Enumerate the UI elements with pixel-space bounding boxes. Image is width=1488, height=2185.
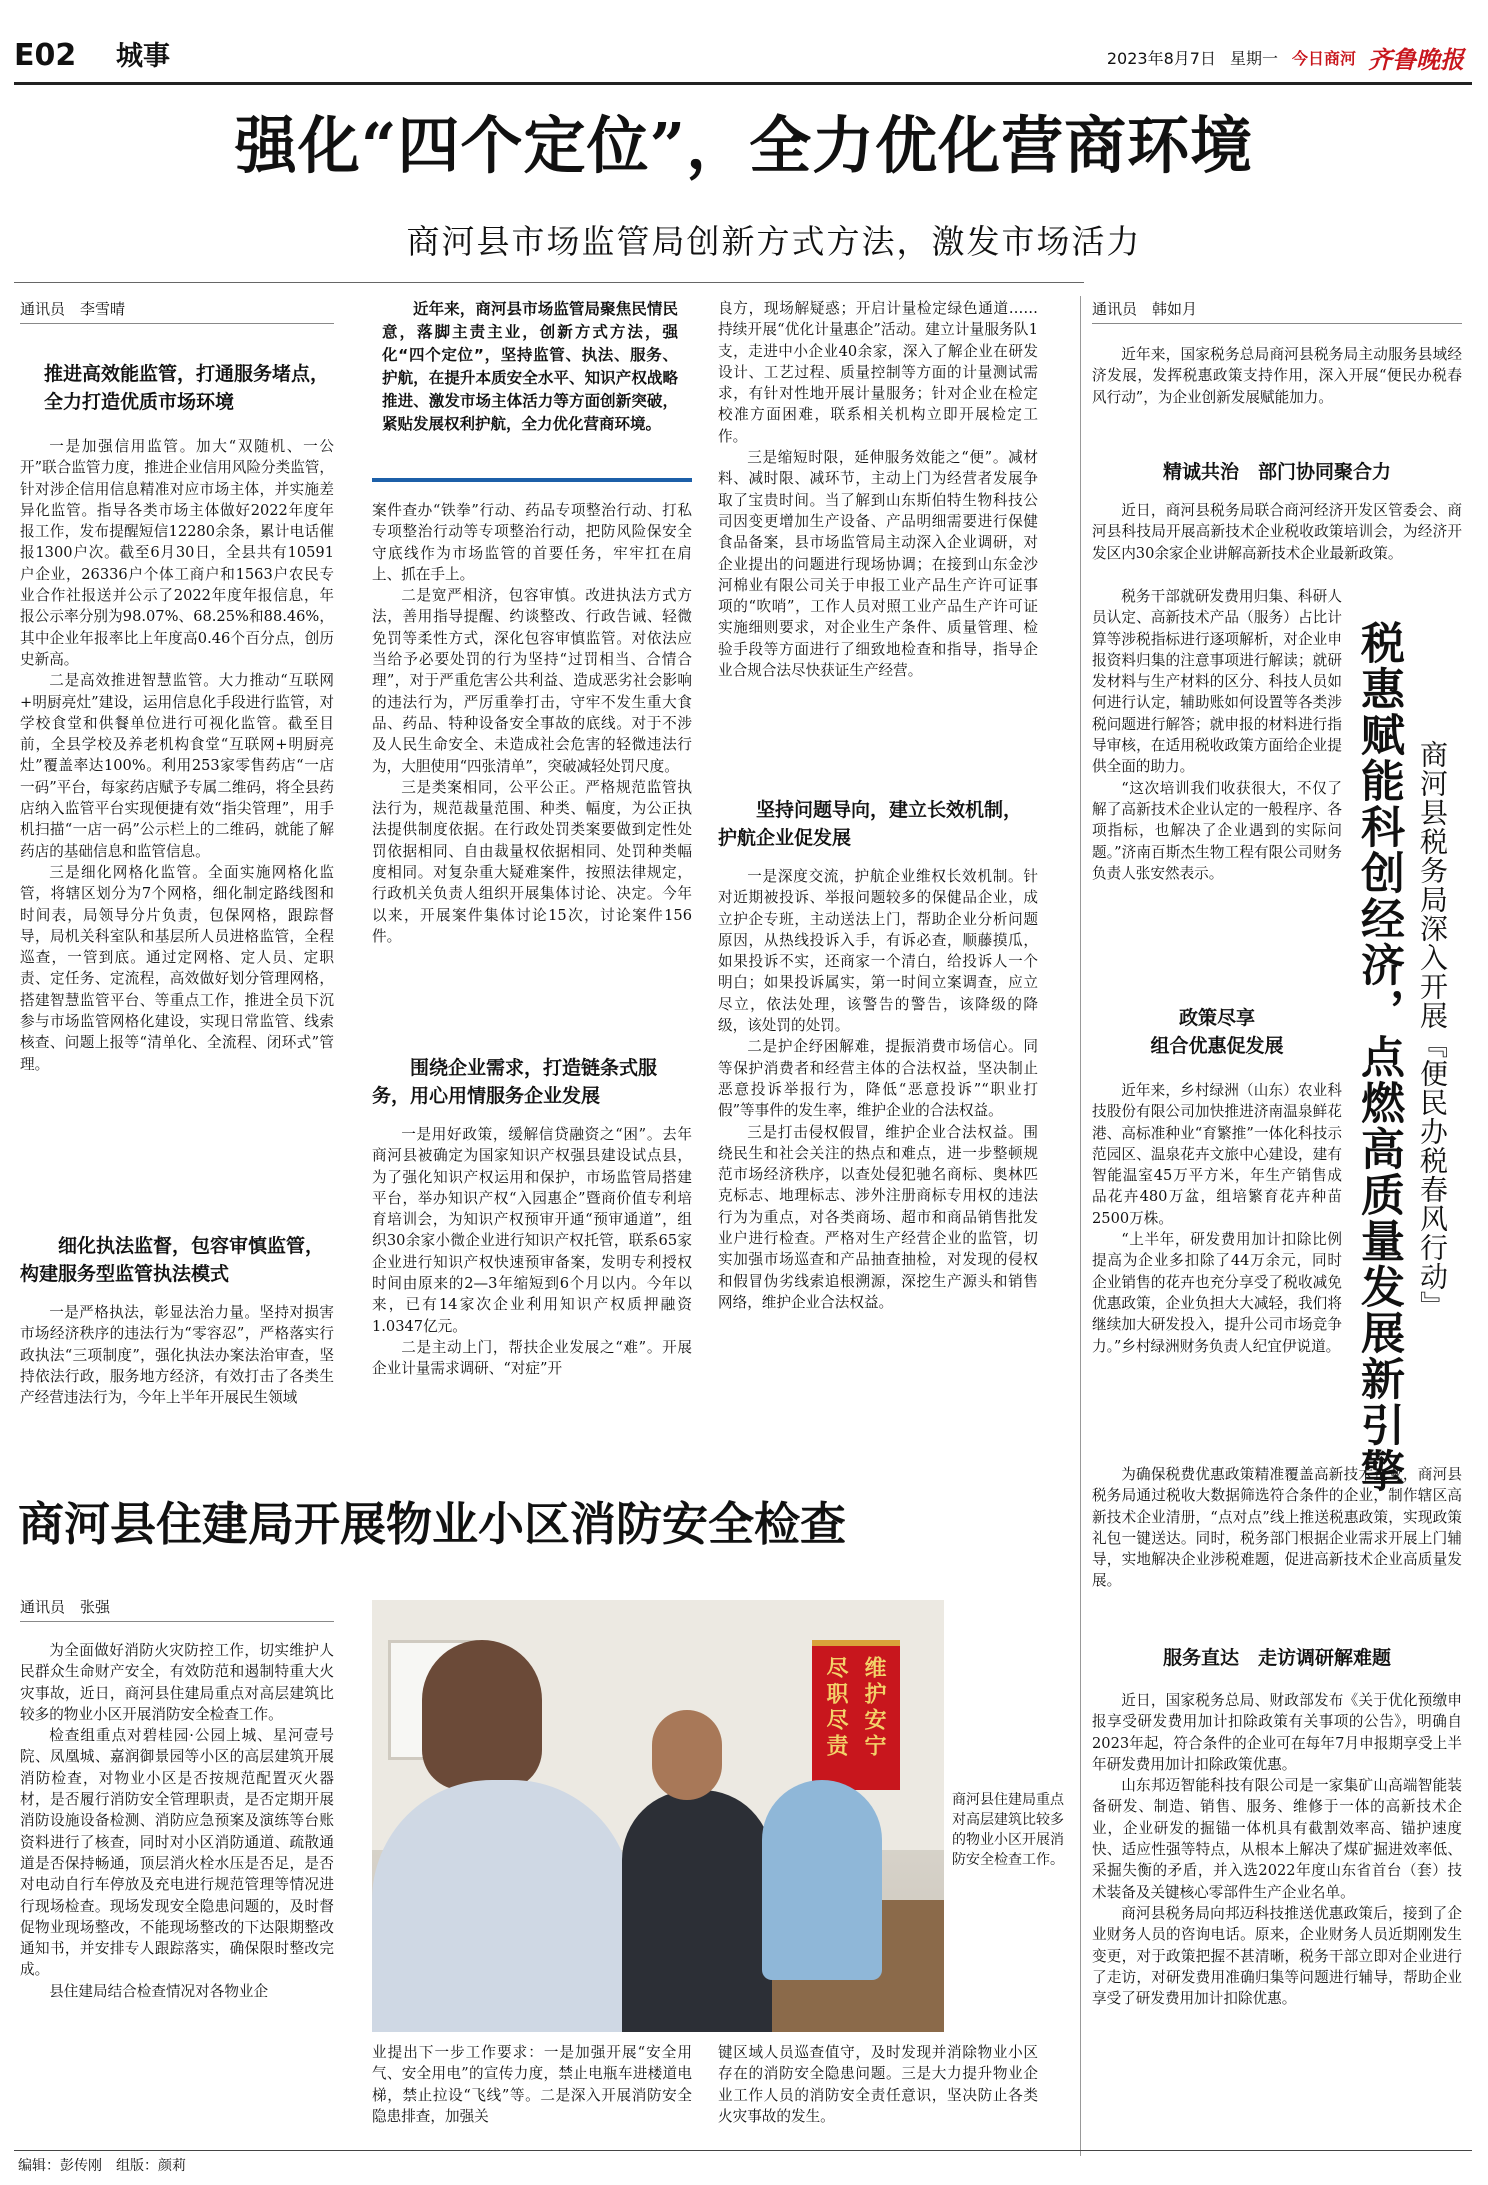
paragraph: 二是宽严相济，包容审慎。改进执法方式方法，善用指导提醒、约谈整改、行政告诫、轻微免罚等柔性方式，深化包容审慎监管。对依法应当给予必要处罚的行为坚持“过罚相当、合情合理”，对于严重危害公共利益、造成恶劣社会影响的违法行为，严厉重拳打击，守牢不发生重大食品、药品、特种设备安全事故的底线。对于不涉及人民生命安全、未造成社会危害的轻微违法行为，大胆使用“四张清单”，突破减轻处罚尺度。 (372, 587, 692, 775)
paragraph: 近年来，国家税务总局商河县税务局主动服务县域经济发展，发挥税惠政策支持作用，深入开展“便民办税春风行动”，为企业创新发展赋能加力。 (1092, 346, 1462, 406)
heading-line: 政策尽享 (1178, 1007, 1255, 1029)
column-text (718, 2042, 1038, 2127)
banner-text: 尽职尽责 (823, 1656, 848, 1760)
paragraph: 良方，现场解疑惑；开启计量检定绿色通道……持续开展“优化计量惠企”活动。建立计量服务队1支，走进中小企业40余家，深入了解企业在研发设计、工艺过程、质量控制等方面的计量测试需求，有针对性地开展计量服务；针对企业在检定校准方面困难，联系相关机构立即开展检定工作。 (718, 300, 1038, 445)
paragraph: 三是缩短时限，延伸服务效能之“便”。减材料、减时限、减环节，主动上门为经营者发展争取了宝贵时间。当了解到山东斯伯特生物科技公司因变更增加生产设备、产品明细需要进行保健食品备案，县市场监管局主动深入企业调研，对企业提出的问题进行现场协调；在接到山东金沙河棉业有限公司关于申报工业产品生产许可证事项的“吹哨”，工作人员对照工业产品生产许可证实施细则要求，对企业生产条件、质量管理、检验手段等方面进行了细致地检查和指导，指导企业合规合法尽快获证生产经营。 (718, 449, 1038, 680)
column-text (718, 866, 1038, 1313)
page-number: E02 (14, 38, 77, 73)
paragraph: “上半年，研发费用加计扣除比例提高为企业多扣除了44万余元，同时企业销售的花卉也充分享受了税收减免优惠政策，企业负担大大减轻，我们将继续加大研发投入，提升公司市场竞争力。”乡村绿洲财务负责人纪宜伊说道。 (1092, 1231, 1342, 1355)
byline-rule (20, 323, 334, 324)
photo-caption: 商河县住建局重点对高层建筑比较多的物业小区开展消防安全检查工作。 (952, 1792, 1064, 1868)
column-text (718, 298, 1038, 681)
paragraph: “这次培训我们收获很大，不仅了解了高新技术企业认定的一般程序、各项指标，也解决了企业遇到的实际问题。”济南百斯杰生物工程有限公司财务负责人张安然表示。 (1092, 779, 1342, 882)
newspaper-logo: 齐鲁晚报 (1368, 44, 1464, 74)
photo-person (372, 1780, 632, 2032)
column-divider (1080, 296, 1081, 2156)
paragraph: 一是深度交流，护航企业维权长效机制。针对近期被投诉、举报问题较多的保健品企业，成立护企专班，主动送法上门，帮助企业分析问题原因，从热线投诉入手，有诉必查，顺藤摸瓜，如果投诉不实，还商家一个清白，给投诉人一个明白；如果投诉属实，第一时间立案调查，应立尽立，依法处理，该警告的警告，该降级的降级，该处罚的处罚。 (718, 868, 1038, 1035)
paragraph: 业提出下一步工作要求：一是加强开展“安全用气、安全用电”的宣传力度，禁止电瓶车进楼道电梯，禁止拉设“飞线”等。二是深入开展消防安全隐患排查，加强关 (372, 2044, 692, 2125)
banner-text: 维护安宁 (861, 1656, 886, 1760)
column-name: 今日商河 (1291, 48, 1356, 68)
article-title: 商河县住建局开展物业小区消防安全检查 (18, 1497, 846, 1551)
paragraph: 键区域人员巡查值守，及时发现并消除物业小区存在的消防安全隐患问题。三是大力提升物业企业工作人员的消防安全责任意识，坚决防止各类火灾事故的发生。 (718, 2044, 1038, 2125)
article-byline: 通讯员 张强 (20, 1598, 111, 1616)
section-name: 城事 (116, 41, 170, 72)
paragraph: 二是护企纾困解难，提振消费市场信心。同等保护消费者和经营主体的合法权益，坚决制止恶意投诉举报行为，降低“恶意投诉”“职业打假”等事件的发生率，维护企业的合法权益。 (718, 1038, 1038, 1120)
column-text (1092, 1080, 1342, 1357)
news-photo (372, 1600, 944, 2032)
byline-rule (1092, 323, 1462, 324)
column-text (372, 1124, 692, 1380)
issue-weekday: 星期一 (1229, 48, 1278, 68)
footer-rule (14, 2150, 1472, 2151)
lead-rule (372, 478, 692, 482)
section-heading: 推进高效能监管，打通服务堵点，全力打造优质市场环境 (44, 363, 330, 413)
column-text (20, 436, 334, 1075)
column-text (20, 1640, 334, 2002)
column-text (20, 1302, 334, 1408)
section-heading: 服务直达 走访调研解难题 (1162, 1647, 1391, 1669)
header-rule (14, 82, 1472, 85)
article-title: 税惠赋能科创经济，点燃高质量发展新引擎 (1353, 620, 1404, 1494)
title-rule (14, 282, 1084, 283)
paragraph: 一是严格执法，彰显法治力量。坚持对损害市场经济秩序的违法行为“零容忍”，严格落实行政执法“三项制度”，强化执法办案法治审查，坚持依法行政，服务地方经济，有效打击了各类生产经营违法行为，今年上半年开展民生领域 (20, 1304, 334, 1407)
article-lead: 近年来，商河县市场监管局聚焦民情民意，落脚主责主业，创新方式方法，强化“四个定位”，坚持监管、执法、服务、护航，在提升本质安全水平、知识产权战略推进、激发市场主体活力等方面创新突破，紧贴发展权利护航，全力优化营商环境。 (382, 300, 678, 433)
photo-person (622, 1790, 772, 2032)
paragraph: 一是用好政策，缓解信贷融资之“困”。去年商河县被确定为国家知识产权强县建设试点县，为了强化知识产权运用和保护，市场监管局搭建平台，举办知识产权“入园惠企”暨商价值专利培育培训会，为知识产权预审开通“预审通道”，组织30余家小微企业进行知识产权托管，联系65家企业进行知识产权快速预审备案，发明专利授权时间由原来的2—3年缩短到6个月以内。今年以来，已有14家次企业利用知识产权质押融资1.0347亿元。 (372, 1126, 692, 1335)
article-byline: 通讯员 韩如月 (1092, 300, 1198, 318)
paragraph: 近年来，乡村绿洲（山东）农业科技股份有限公司加快推进济南温泉鲜花港、高标准种业“育繁推”一体化科技示范园区、温泉花卉文旅中心建设，建有智能温室45万平方米，年生产销售成品花卉480万盆，组培繁育花卉种苗2500万株。 (1092, 1082, 1342, 1227)
paragraph: 三是细化网格化监管。全面实施网格化监管，将辖区划分为7个网格，细化制定路线图和时间表，局领导分片负责，包保网格，跟踪督导，局机关科室队和基层所人员进格监管，全程巡查，一管到底。通过定网格、定人员、定职责、定任务、定流程，高效做好划分管理网格，搭建智慧监管平台、等重点工作，推进全员下沉参与市场监管网格化建设，实现日常监管、线索核查、问题上报等“清单化、全流程、闭环式”管理。 (20, 863, 334, 1073)
article-subtitle: 商河县市场监管局创新方式方法，激发市场活力 (406, 222, 1142, 261)
paragraph: 近日，商河县税务局联合商河经济开发区管委会、商河县科技局开展高新技术企业税收政策培训会，为经济开发区内30余家企业讲解高新技术企业最新政策。 (1092, 502, 1462, 562)
article-byline: 通讯员 李雪晴 (20, 300, 126, 318)
column-text (1092, 1464, 1462, 1592)
footer-editor: 编辑：彭传刚 组版：颜莉 (18, 2158, 186, 2174)
heading-line: 组合优惠促发展 (1150, 1035, 1284, 1057)
paragraph: 二是主动上门，帮扶企业发展之“难”。开展企业计量需求调研、“对症”开 (372, 1338, 692, 1378)
paragraph: 一是加强信用监管。加大“双随机、一公开”联合监管力度，推进企业信用风险分类监管，针对涉企信用信息精准对应市场主体，并实施差异化监管。指导各类市场主体做好2022年度年报工作，发布提醒短信12280余条，累计电话催报1300户次。截至6月30日，全县共有10591户企业，26336户个体工商户和1563户农民专业合作社报送并公示了2022年度年报信息，年报公示率分别为98.07%、68.25%和88.46%，其中企业年报率比上年度高0.46个百分点，创历史新高。 (20, 438, 334, 668)
paragraph: 三是打击侵权假冒，维护企业合法权益。围绕民生和社会关注的热点和难点，进一步整顿规范市场经济秩序，以查处侵犯驰名商标、奥林匹克标志、地理标志、涉外注册商标专用权的违法行为为重点，对各类商场、超市和商品销售批发业户进行检查。严格对生产经营企业的监管，切实加强市场巡查和产品抽查抽检，对发现的侵权和假冒伪劣线索追根溯源，深挖生产源头和销售网络，维护企业合法权益。 (718, 1123, 1038, 1311)
header-meta (1107, 40, 1464, 74)
article-title: 强化“四个定位”，全力优化营商环境 (234, 109, 1254, 182)
paragraph: 三是类案相同，公平公正。严格规范监管执法行为，规范裁量范围、种类、幅度，为公正执法提供制度依据。在行政处罚类案要做到定性处罚依据相同、自由裁量权依据相同、处罚种类幅度相同。对复杂重大疑难案件，按照法律规定，行政机关负责人组织开展集体讨论、决定。今年以来，开展案件集体讨论15次，讨论案件156件。 (372, 778, 692, 945)
paragraph: 县住建局结合检查情况对各物业企 (49, 1982, 269, 2000)
photo-banner (812, 1640, 900, 1790)
section-heading: 围绕企业需求，打造链条式服务，用心用情服务企业发展 (372, 1057, 658, 1107)
issue-date: 2023年8月7日 (1106, 48, 1216, 68)
byline-rule (20, 1621, 334, 1622)
paragraph: 山东邦迈智能科技有限公司是一家集矿山高端智能装备研发、制造、销售、服务、维修于一体的高新技术企业，企业研发的掘锚一体机具有截割效率高、锚护速度快、适应性强等特点，从根本上解决了煤矿掘进效率低、采掘失衡的矛盾，并入选2022年度山东省首台（套）技术装备及关键核心零部件生产企业名单。 (1092, 1777, 1462, 1901)
paragraph: 检查组重点对碧桂园·公园上城、星河壹号院、凤凰城、嘉润御景园等小区的高层建筑开展消防检查，对物业小区是否按规范配置灭火器材，是否履行消防安全管理职责，是否定期开展消防设施设备检测、消防应急预案及演练等台账资料进行了核查，同时对小区消防通道、疏散通道是否保持畅通，顶层消火栓水压是否足，是否对电动自行车停放及充电进行规范管理等情况进行现场检查。现场发现安全隐患问题的，及时督促物业现场整改，不能现场整改的下达限期整改通知书，并安排专人跟踪落实，确保限时整改完成。 (20, 1727, 334, 1979)
column-text (1092, 344, 1462, 408)
article-subtitle: 商河县税务局深入开展『便民办税春风行动』 (1416, 740, 1449, 1320)
paragraph: 案件查办“铁拳”行动、药品专项整治行动、打私专项整治行动等专项整治行动，把防风险保安全守底线作为市场监管的首要任务，牢牢扛在肩上、抓在手上。 (372, 502, 692, 583)
column-text (1092, 586, 1342, 884)
section-heading: 坚持问题导向，建立长效机制，护航企业促发展 (718, 799, 1023, 849)
column-text (372, 2042, 692, 2127)
column-text (372, 500, 692, 947)
section-heading (1092, 1004, 1342, 1060)
column-text (1092, 500, 1462, 564)
section-heading: 精诚共治 部门协同聚合力 (1162, 461, 1391, 483)
paragraph: 为确保税费优惠政策精准覆盖高新技术企业，商河县税务局通过税收大数据筛选符合条件的企业，制作辖区高新技术企业清册，“点对点”线上推送税惠政策，实现政策礼包一键送达。同时，税务部门根据企业需求开展上门辅导，实地解决企业涉税难题，促进高新技术企业高质量发展。 (1092, 1466, 1462, 1590)
column-text (1092, 1690, 1462, 2009)
paragraph: 税务干部就研发费用归集、科研人员认定、高新技术产品（服务）占比计算等涉税指标进行逐项解析，对企业申报资料归集的注意事项进行解读；就研发材料与生产材料的区分、科技人员如何进行认定，辅助账如何设置等各类涉税问题进行解答；就申报的材料进行指导审核，在适用税收政策方面给企业提供全面的助力。 (1092, 588, 1342, 776)
photo-person (422, 1640, 542, 1790)
photo-person (652, 1710, 722, 1800)
paragraph: 商河县税务局向邦迈科技推送优惠政策后，接到了企业财务人员的咨询电话。原来，企业财务人员近期刚发生变更，对于政策把握不甚清晰，税务干部立即对企业进行了走访，对研发费用准确归集等问题进行辅导，帮助企业享受了研发费用加计扣除优惠。 (1092, 1904, 1462, 2008)
section-heading: 细化执法监督，包容审慎监管，构建服务型监管执法模式 (20, 1235, 325, 1285)
paragraph: 为全面做好消防火灾防控工作，切实维护人民群众生命财产安全，有效防范和遏制特重大火灾事故，近日，商河县住建局重点对高层建筑比较多的物业小区开展消防安全检查工作。 (20, 1642, 334, 1723)
paragraph: 二是高效推进智慧监管。大力推动“互联网+明厨亮灶”建设，运用信息化手段进行监管，对学校食堂和供餐单位进行可视化监管。截至目前，全县学校及养老机构食堂“互联网+明厨亮灶”覆盖率达100%。利用253家零售药店“一店一码”平台，每家药店赋予专属二维码，将全县药店纳入监管平台实现便捷有效“指尖管理”，用手机扫描“一店一码”公示栏上的二维码，就能了解药店的基础信息和监管信息。 (20, 672, 334, 860)
photo-person (762, 1780, 882, 1980)
paragraph: 近日，国家税务总局、财政部发布《关于优化预缴申报享受研发费用加计扣除政策有关事项的公告》，明确自2023年起，符合条件的企业可在每年7月申报期享受上半年研发费用加计扣除政策优惠。 (1092, 1692, 1462, 1773)
